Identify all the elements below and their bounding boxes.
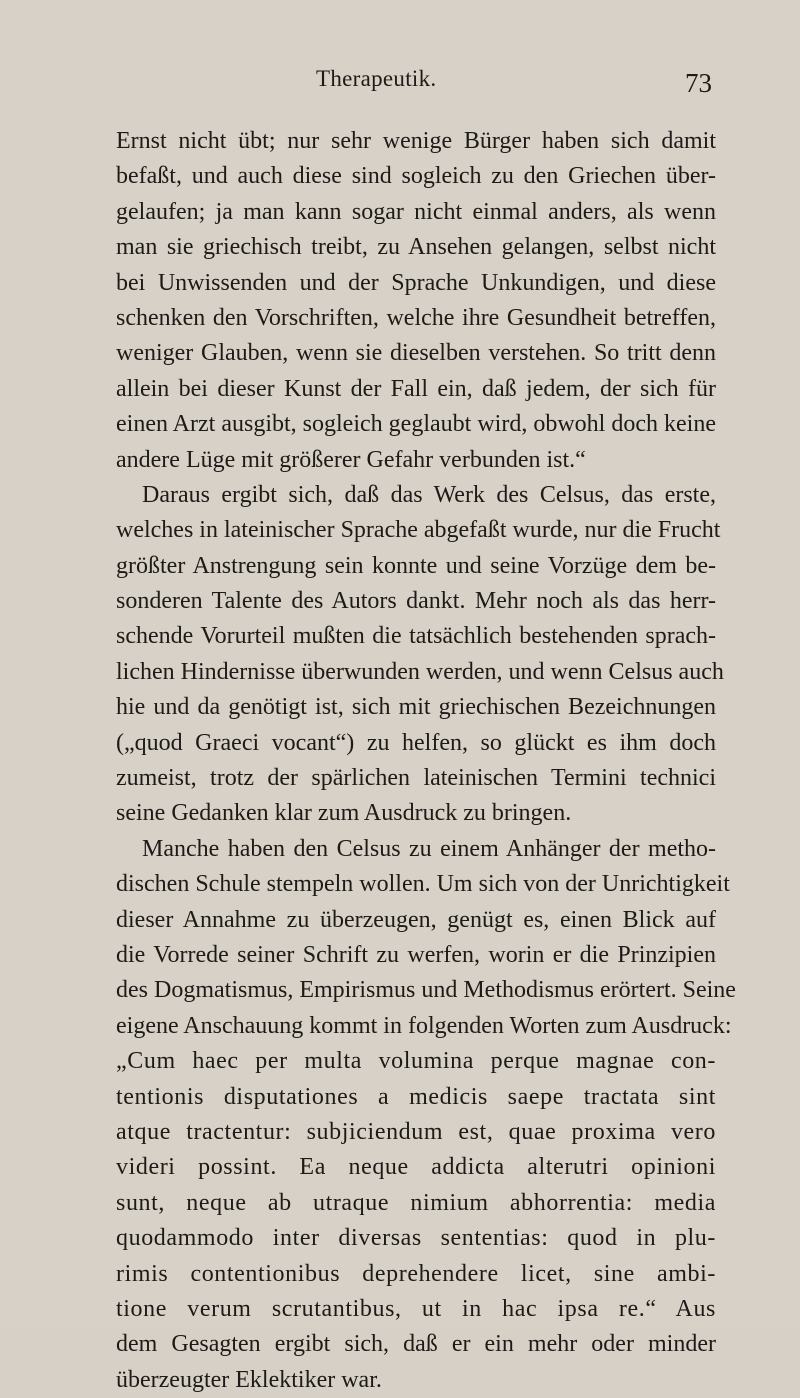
body-text: [116, 124, 736, 1398]
text-line: Ernst nicht übt; nur sehr wenige Bürger haben sich damit: [116, 128, 716, 154]
text-line: tentionis disputationes a medicis saepe tractata sint: [116, 1083, 716, 1110]
text-line: bei Unwissenden und der Sprache Unkundigen, und diese: [116, 269, 716, 296]
text-line: schenken den Vorschriften, welche ihre Gesundheit betreffen,: [116, 304, 716, 331]
text-line: dem Gesagten ergibt sich, daß er ein mehr oder minder: [116, 1331, 716, 1358]
text-line: gelaufen; ja man kann sogar nicht einmal anders, als wenn: [116, 198, 716, 225]
text-line: „Cum haec per multa volumina perque magnae con-: [116, 1048, 716, 1075]
running-head: Therapeutik.: [316, 66, 437, 91]
text-line: überzeugter Eklektiker war.: [116, 1366, 382, 1393]
text-line: des Dogmatismus, Empirismus und Methodismus erörtert. Seine: [116, 977, 736, 1004]
text-line: sonderen Talente des Autors dankt. Mehr noch als das herr-: [116, 588, 716, 615]
text-line: lichen Hindernisse überwunden werden, und wenn Celsus auch: [116, 658, 724, 685]
text-line: allein bei dieser Kunst der Fall ein, daß jedem, der sich für: [116, 375, 716, 402]
text-line: seine Gedanken klar zum Ausdruck zu bringen.: [116, 800, 572, 827]
text-line: andere Lüge mit größerer Gefahr verbunden ist.“: [116, 446, 586, 473]
text-line: dieser Annahme zu überzeugen, genügt es, einen Blick auf: [116, 906, 716, 933]
page-header: [116, 66, 716, 102]
text-line: schende Vorurteil mußten die tatsächlich bestehenden sprach-: [116, 623, 716, 650]
text-line: zumeist, trotz der spärlichen lateinischen Termini technici: [116, 765, 716, 792]
text-line: die Vorrede seiner Schrift zu werfen, worin er die Prinzipien: [116, 941, 716, 968]
text-line: sunt, neque ab utraque nimium abhorrentia: media: [116, 1189, 716, 1216]
text-line: hie und da genötigt ist, sich mit griechischen Bezeichnungen: [116, 694, 716, 721]
text-line: welches in lateinischer Sprache abgefaßt wurde, nur die Frucht: [116, 517, 721, 544]
text-line: videri possint. Ea neque addicta alterutri opinioni: [116, 1154, 716, 1181]
text-line: befaßt, und auch diese sind sogleich zu den Griechen über-: [116, 163, 716, 190]
text-line: einen Arzt ausgibt, sogleich geglaubt wird, obwohl doch keine: [116, 411, 716, 438]
text-line: quodammodo inter diversas sententias: quod in plu-: [116, 1225, 716, 1252]
page-number: 73: [685, 68, 712, 98]
text-line: man sie griechisch treibt, zu Ansehen gelangen, selbst nicht: [116, 234, 716, 261]
text-line: atque tractentur: subjiciendum est, quae proxima vero: [116, 1118, 716, 1145]
text-line: („quod Graeci vocant“) zu helfen, so glückt es ihm doch: [116, 729, 716, 756]
text-line: größter Anstrengung sein konnte und seine Vorzüge dem be-: [116, 552, 716, 579]
text-line: eigene Anschauung kommt in folgenden Worten zum Ausdruck:: [116, 1012, 732, 1039]
text-line: Manche haben den Celsus zu einem Anhänger der metho-: [142, 835, 716, 862]
text-line: tione verum scrutantibus, ut in hac ipsa re.“ Aus: [116, 1295, 716, 1322]
text-line: dischen Schule stempeln wollen. Um sich von der Unrichtigkeit: [116, 871, 730, 898]
text-line: Daraus ergibt sich, daß das Werk des Celsus, das erste,: [142, 481, 716, 508]
text-line: rimis contentionibus deprehendere licet, sine ambi-: [116, 1260, 716, 1287]
text-line: weniger Glauben, wenn sie dieselben verstehen. So tritt denn: [116, 340, 716, 367]
